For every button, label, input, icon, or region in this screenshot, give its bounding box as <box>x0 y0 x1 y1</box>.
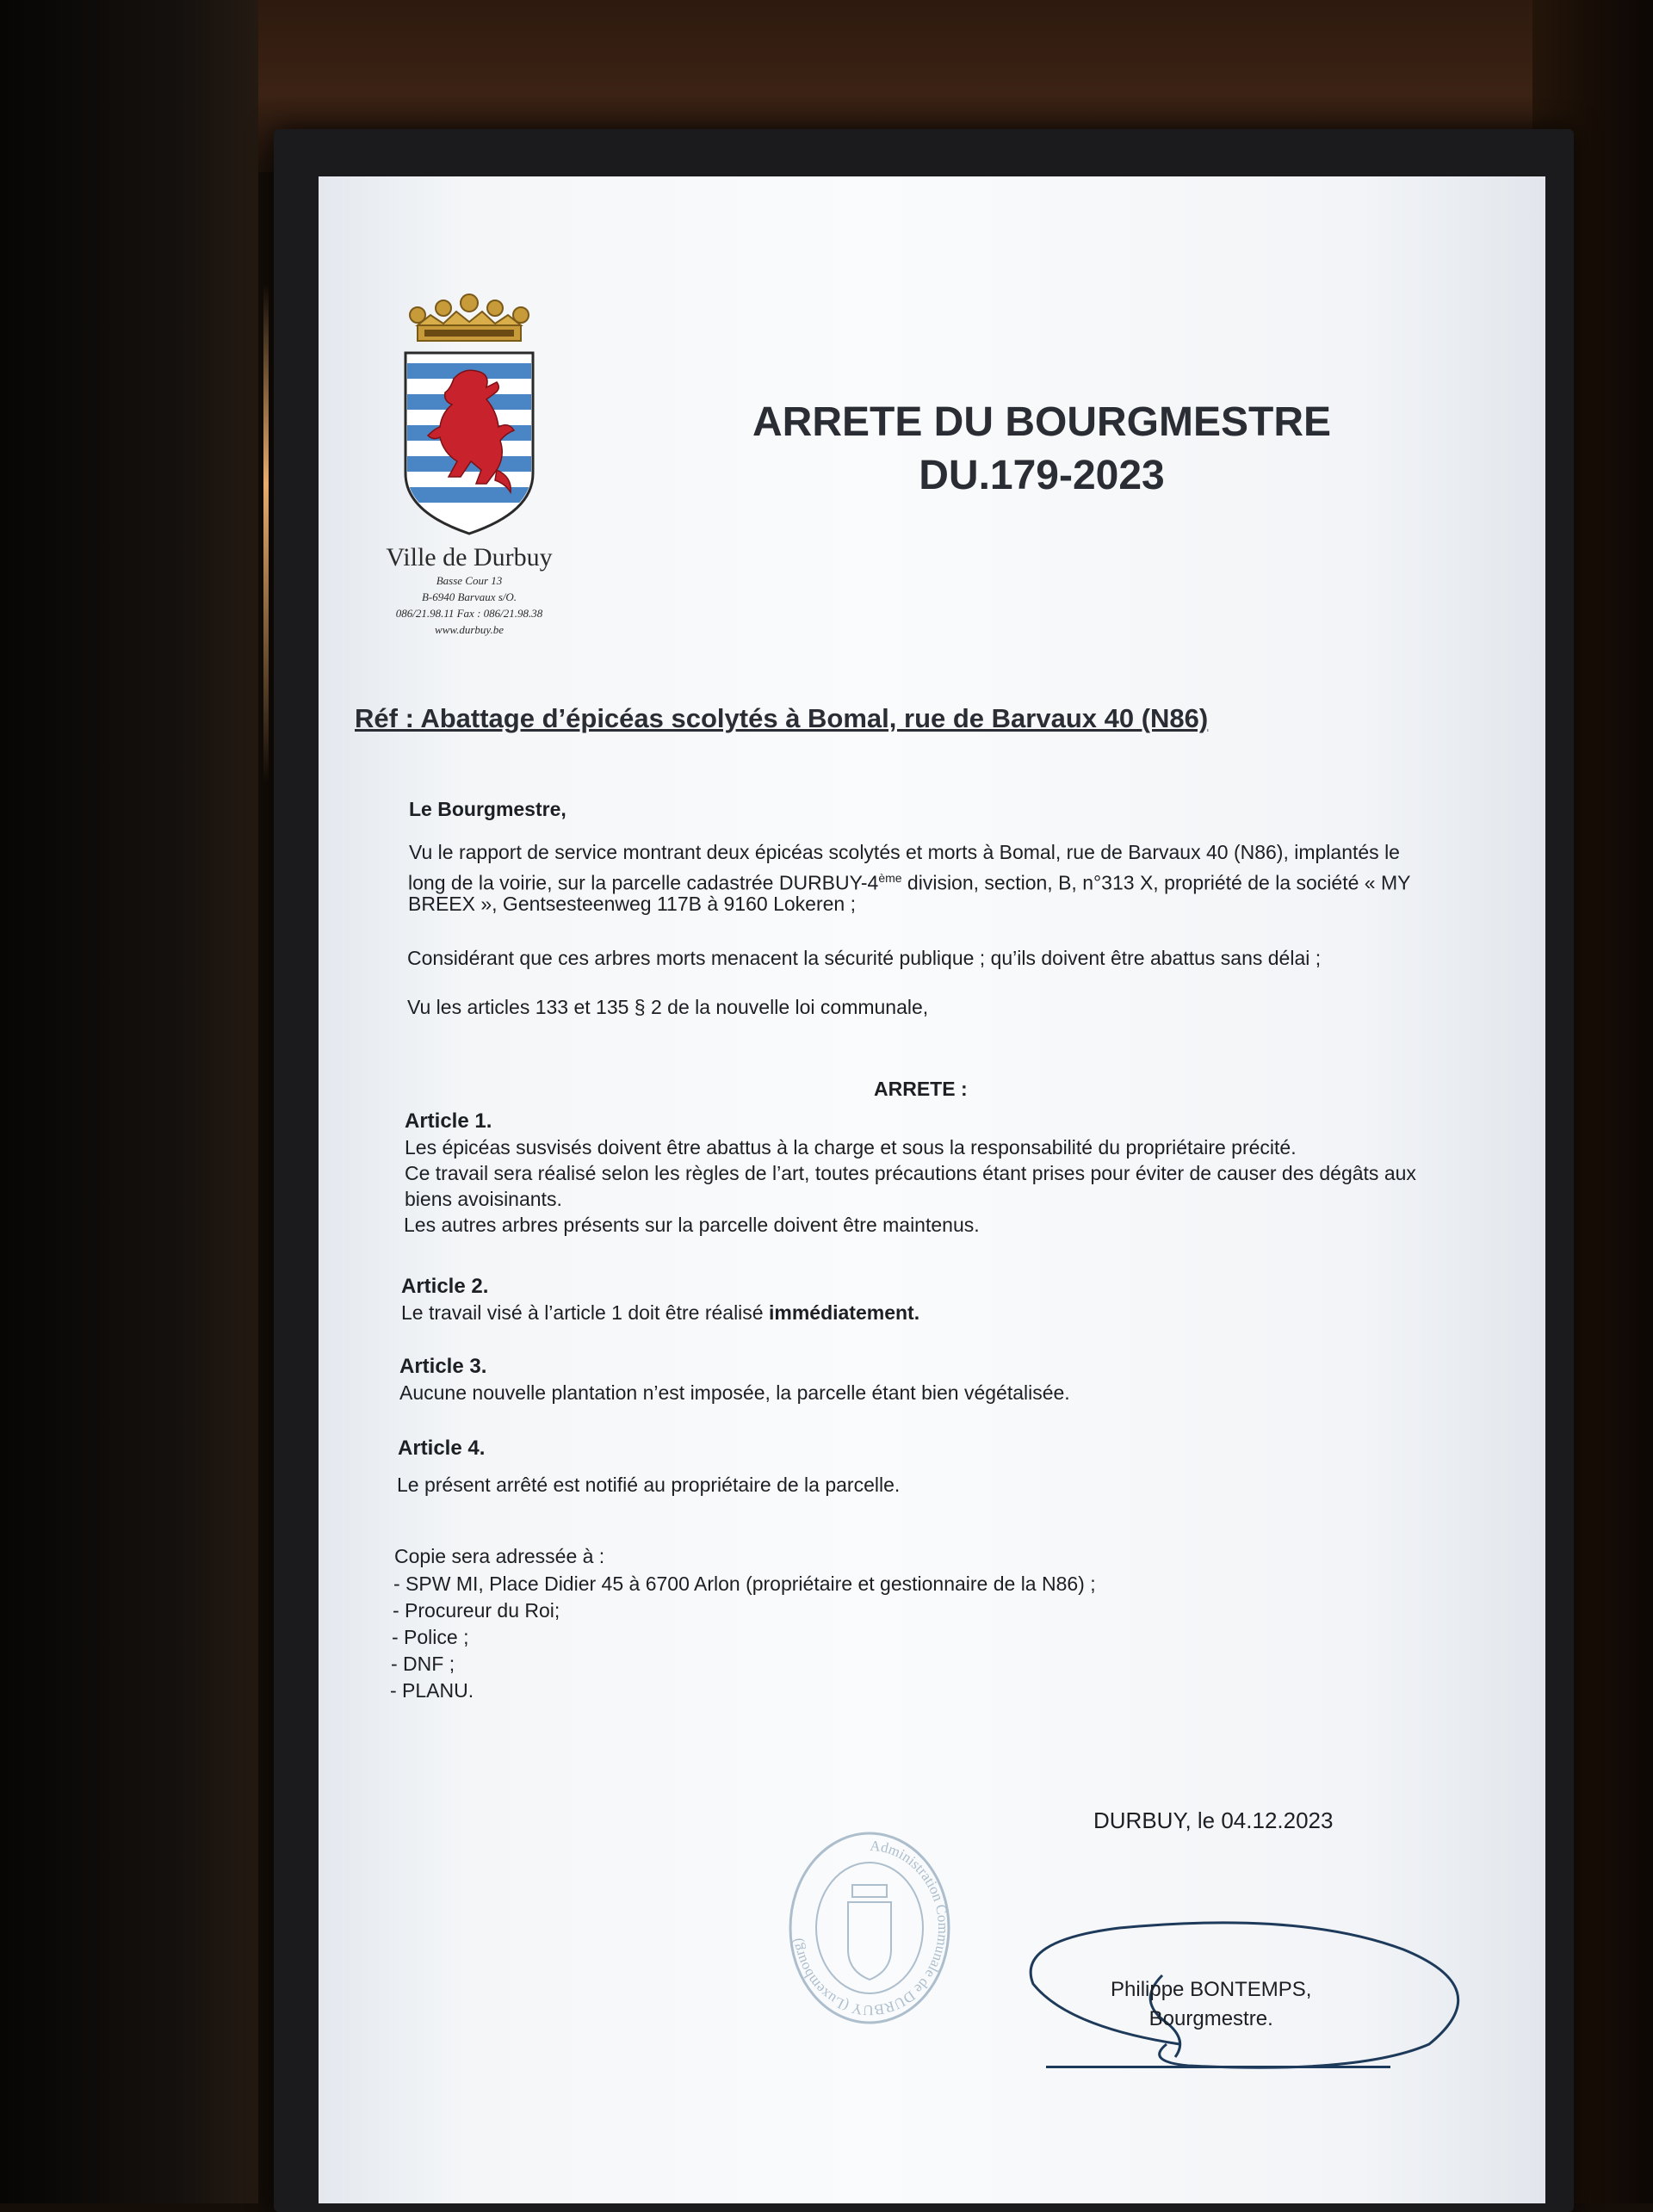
copy-recipient-spw: - SPW MI, Place Didier 45 à 6700 Arlon (propriétaire et gestionnaire de la N86) ; <box>393 1572 1096 1595</box>
signatory <box>1111 1975 1311 2034</box>
preamble-p1-line2: long de la voirie, sur la parcelle cadastrée DURBUY-4ème division, section, B, n°313 X, propriété de la société « MY <box>408 871 1411 894</box>
copy-recipient-dnf: - DNF ; <box>391 1653 455 1675</box>
town-address-city: B-6940 Barvaux s/O. <box>421 590 517 603</box>
article-2-line: Le travail visé à l’article 1 doit être réalisé immédiatement. <box>401 1301 920 1324</box>
town-name: Ville de Durbuy <box>386 543 553 572</box>
municipal-seal-stamp <box>783 1825 956 2031</box>
preamble-p1-line3: BREEX », Gentsesteenweg 117B à 9160 Lokeren ; <box>408 893 856 915</box>
article-4-title: Article 4. <box>398 1437 486 1460</box>
article-2-title: Article 2. <box>401 1275 489 1298</box>
article-1-title: Article 1. <box>405 1109 492 1133</box>
article-3-title: Article 3. <box>399 1355 487 1378</box>
coat-of-arms-icon <box>400 293 538 538</box>
article-1-line2: Ce travail sera réalisé selon les règles de l’art, toutes précautions étant prises pour éviter de causer des dégâts aux <box>405 1162 1416 1184</box>
town-address-street: Basse Cour 13 <box>436 574 503 587</box>
article-1-line4: Les autres arbres présents sur la parcelle doivent être maintenus. <box>404 1214 980 1236</box>
copy-recipient-procureur: - Procureur du Roi; <box>393 1599 560 1622</box>
article-1-line1: Les épicéas susvisés doivent être abattus à la charge et sous la responsabilité du propriétaire précité. <box>405 1136 1297 1159</box>
article-4-line: Le présent arrêté est notifié au propriétaire de la parcelle. <box>397 1474 901 1496</box>
date-place: DURBUY, le 04.12.2023 <box>1093 1807 1334 1833</box>
signatory-name: Philippe BONTEMPS, <box>1111 1978 1312 2001</box>
article-3-line: Aucune nouvelle plantation n’est imposée, la parcelle étant bien végétalisée. <box>399 1381 1070 1404</box>
preamble-p1-line1: Vu le rapport de service montrant deux épicéas scolytés et morts à Bomal, rue de Barvaux 40 (N86), implantés le <box>409 841 1400 863</box>
decree-document <box>319 176 1545 2203</box>
signature-underline <box>1046 2066 1390 2068</box>
town-website: www.durbuy.be <box>435 623 504 636</box>
salutation: Le Bourgmestre, <box>409 798 566 820</box>
crown-icon <box>410 294 529 341</box>
signatory-role: Bourgmestre. <box>1148 2007 1273 2030</box>
seal-text: Administration Communale de DURBUY (Luxembourg) <box>788 1837 951 2019</box>
background-wall-left <box>0 0 258 2203</box>
town-phone-fax: 086/21.98.11 Fax : 086/21.98.38 <box>395 607 543 620</box>
decree-number: DU.179-2023 <box>919 453 1165 498</box>
preamble-p3: Vu les articles 133 et 135 § 2 de la nouvelle loi communale, <box>407 996 929 1018</box>
reference-line: Réf : Abattage d’épicéas scolytés à Bomal, rue de Barvaux 40 (N86) <box>355 703 1209 733</box>
copy-recipient-police: - Police ; <box>392 1626 469 1648</box>
article-1-line3: biens avoisinants. <box>405 1188 562 1210</box>
preamble-p2: Considérant que ces arbres morts menacent la sécurité publique ; qu’ils doivent être abattus sans délai ; <box>407 947 1322 969</box>
decision-heading: ARRETE : <box>874 1078 968 1100</box>
frame-glare <box>263 284 269 783</box>
decree-title-line1: ARRETE DU BOURGMESTRE <box>752 399 1332 445</box>
decree-title <box>697 396 1386 503</box>
copies-heading: Copie sera adressée à : <box>394 1545 605 1567</box>
copy-recipient-planu: - PLANU. <box>390 1679 474 1702</box>
town-logo <box>370 293 568 638</box>
